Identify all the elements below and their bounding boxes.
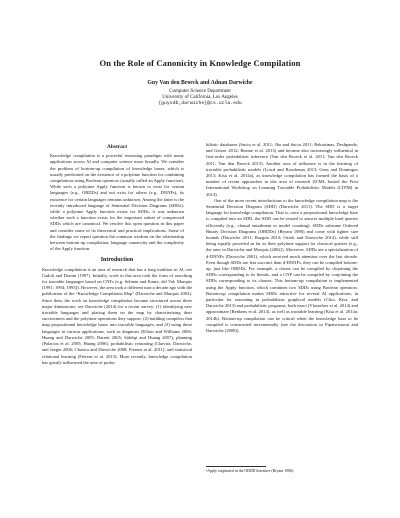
right-paragraph-1: bilistic databases (Suciu et al. 2011; Jha and Suciu 2011; Rekatsinas, Deshpande, and Getoor 2012; Beame et al. 2013) and became also increasingly influential in first-order probabilistic inference (Van den Broeck et al. 2011; Van den Broeck 2011; Van den Broeck 2013). Another area of influence is in the learning of tractable probabilistic models (Lowd and Rooshenas 2013; Gens and Domingos 2013; Kisa et al. 2014a), as knowledge compilation has formed the basis of a number of recent approaches in this area of research (ICML hosted the First International Workshop on Learning Tractable Probabilistic Models (LTPM) in 2014). bbox=[206, 142, 358, 197]
paper-affiliation bbox=[0, 89, 400, 108]
abstract-section bbox=[50, 144, 184, 252]
footnote: ¹Apply originated in the OBDD literature (Bryant 1986). bbox=[206, 469, 295, 473]
left-column bbox=[42, 144, 192, 366]
intro-heading: Introduction bbox=[100, 257, 134, 264]
right-paragraph-2: One of the more recent introductions to the knowledge compilation map is the Sentential Decision Diagram (SDD) (Darwiche 2011). The SDD is a target language for knowledge compilation. That is, once a propositional knowledge base is compiled into an SDD, the SDD can be reused to answer multiple hard queries efficiently (e.g., clausal entailment or model counting). SDDs subsume Ordered Binary Decision Diagrams (OBDDs) (Bryant 1986) and come with tighter size bounds (Darwiche 2011; Razgon 2013; Oztok and Darwiche 2014), while still being equally powerful as far as their polytime support for classical queries (e.g., the ones in Darwiche and Marquis (2002)). Moreover, SDDs are a specialization of d-DNNFs (Darwiche 2001), which received much attention over the last decade. Even though SDDs are less succinct than d-DNNFs, they can be compiled bottom-up, just like OBDDs. For example, a clause can be compiled by disjoining the SDDs corresponding to its literals, and a CNF can be compiled by conjoining the SDDs corresponding to its clauses. This bottom-up compilation is implemented using the Apply function, which combines two SDDs using Boolean operators. Bottom-up compilation makes SDDs attractive for several AI applications, in particular for reasoning in probabilistic graphical models (Choi, Kisa, and Darwiche 2013) and probabilistic programs, both exact (Vlasselaer et al. 2014) and approximate (Renkens et al. 2014), as well as tractable learning (Kisa et al. 2014a; 2014b). Bottom-up compilation can be critical when the knowledge base to be compiled is constructed incrementally (see the discussion in Pipatsrisawat and Darwiche (2008)). bbox=[206, 197, 358, 334]
affiliation-dept: Computer Science Department bbox=[169, 89, 231, 94]
paper-authors: Guy Van den Broeck and Adnan Darwiche bbox=[147, 80, 253, 86]
abstract-heading: Abstract bbox=[106, 144, 128, 150]
footnote-rule bbox=[206, 466, 266, 467]
intro-text: Knowledge compilation is an area of research that has a long tradition in AI; see Cadoli and Donini (1997). Initially, work in this area took the form of searching for tractable languages based on CNFs (e.g. Selman and Kautz; del Val; Marquis (1991; 1994; 1995)). However, the area took a different turn a decade ago with the publication of the “Knowledge Compilation Map” (Darwiche and Marquis 2002). Since then, the work on knowledge compilation became structured across three major dimensions; see Darwiche (2014) for a recent survey: (1) identifying new tractable languages and placing them on the map by characterizing their succinctness and the polytime operations they support; (2) building compilers that map propositional knowledge bases into tractable languages; and (3) using these languages in various applications, such as diagnosis (Elliott and Williams 2006; Huang and Darwiche 2005; Barrett 2005; Siddiqi and Huang 2007), planning (Palacios et al. 2005; Huang 2006), probabilistic reasoning (Chavira, Darwiche, and Jaeger 2006; Chavira and Darwiche 2008; Fierens et al. 2011), and statistical relational learning (Fierens et al. 2013). More recently, knowledge compilation has greatly influenced the area of proba- bbox=[42, 266, 192, 365]
right-column bbox=[206, 142, 358, 334]
affiliation-email: {guyvdb,darwiche}@cs.ucla.edu bbox=[158, 101, 242, 107]
affiliation-univ: University of California, Los Angeles bbox=[162, 95, 238, 101]
paper-title: On the Role of Canonicity in Knowledge Compilation bbox=[99, 58, 301, 68]
abstract-text: Knowledge compilation is a powerful reasoning paradigm with many applications across AI and computer science more broadly. We consider the problem of bottom-up compilation of knowledge bases, which is usually predicated on the existence of a polytime function for combining compilations using Boolean operators (usually called an Apply function). While such a polytime Apply function is known to exist for certain languages (e.g., OBDDs) and not exist for others (e.g., DNNFs), its existence for certain languages remains unknown. Among the latter is the recently introduced language of Sentential Decision Diagrams (SDDs): while a polytime Apply function exists for SDDs, it was unknown whether such a function exists for the important subset of compressed SDDs which are canonical. We resolve this open question in this paper and consider some of its theoretical and practical implications. Some of the findings we report question the common wisdom on the relationship between bottom-up compilation, language canonicity and the complexity of the Apply function. bbox=[50, 153, 184, 252]
